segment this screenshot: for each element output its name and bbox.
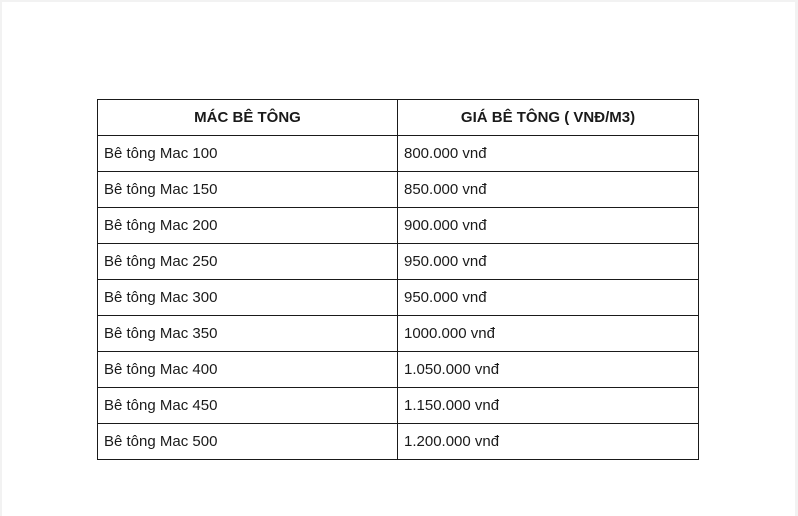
- table-row: [98, 280, 699, 316]
- price-cell: 800.000 vnđ: [398, 136, 699, 172]
- concrete-price-table: [97, 99, 699, 460]
- header-concrete-grade: MÁC BÊ TÔNG: [98, 100, 398, 136]
- price-cell: 900.000 vnđ: [398, 208, 699, 244]
- table-row: [98, 352, 699, 388]
- table-row: [98, 172, 699, 208]
- table-row: [98, 208, 699, 244]
- table-row: [98, 424, 699, 460]
- grade-cell: Bê tông Mac 350: [98, 316, 398, 352]
- header-concrete-price: GIÁ BÊ TÔNG ( VNĐ/M3): [398, 100, 699, 136]
- grade-cell: Bê tông Mac 100: [98, 136, 398, 172]
- table-header-row: [98, 100, 699, 136]
- price-cell: 1.200.000 vnđ: [398, 424, 699, 460]
- price-cell: 950.000 vnđ: [398, 244, 699, 280]
- grade-cell: Bê tông Mac 450: [98, 388, 398, 424]
- table-row: [98, 316, 699, 352]
- grade-cell: Bê tông Mac 250: [98, 244, 398, 280]
- price-cell: 950.000 vnđ: [398, 280, 699, 316]
- grade-cell: Bê tông Mac 300: [98, 280, 398, 316]
- table-row: [98, 388, 699, 424]
- grade-cell: Bê tông Mac 400: [98, 352, 398, 388]
- grade-cell: Bê tông Mac 200: [98, 208, 398, 244]
- price-cell: 1.050.000 vnđ: [398, 352, 699, 388]
- price-cell: 1000.000 vnđ: [398, 316, 699, 352]
- table-row: [98, 244, 699, 280]
- price-cell: 850.000 vnđ: [398, 172, 699, 208]
- grade-cell: Bê tông Mac 500: [98, 424, 398, 460]
- document-page: [2, 2, 795, 516]
- grade-cell: Bê tông Mac 150: [98, 172, 398, 208]
- table-row: [98, 136, 699, 172]
- price-cell: 1.150.000 vnđ: [398, 388, 699, 424]
